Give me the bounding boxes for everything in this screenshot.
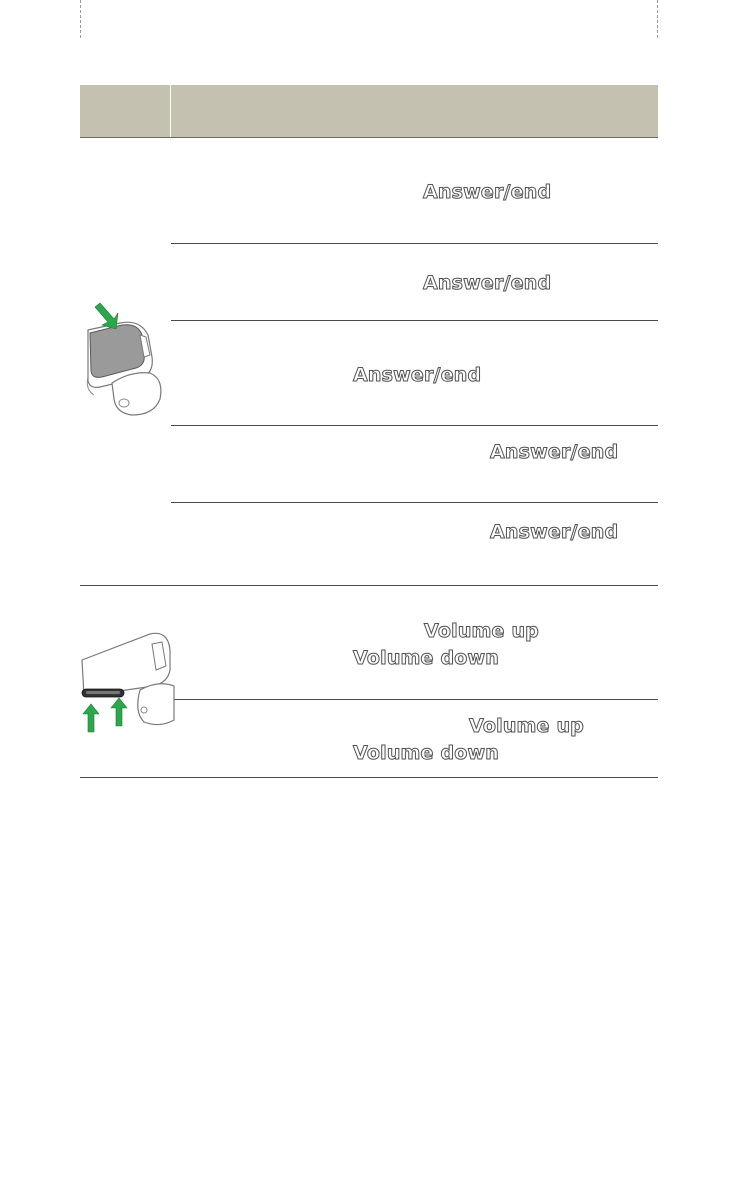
answer-end-label: Answer/end	[423, 272, 552, 294]
volume-up-label: Volume up	[469, 715, 584, 737]
crop-mark-right	[657, 0, 659, 38]
header-divider	[170, 85, 171, 137]
section-divider	[171, 502, 658, 503]
answer-end-label: Answer/end	[490, 441, 619, 463]
section-divider	[171, 320, 658, 321]
section-divider	[171, 699, 658, 700]
headset-volume-buttons-icon	[80, 630, 175, 735]
table-header	[80, 85, 658, 138]
section-divider	[80, 777, 658, 778]
answer-end-label: Answer/end	[353, 364, 482, 386]
section-divider	[171, 425, 658, 426]
volume-down-label: Volume down	[353, 742, 499, 764]
section-divider	[80, 585, 658, 586]
headset-answer-button-icon	[80, 295, 175, 420]
answer-end-label: Answer/end	[423, 181, 552, 203]
volume-up-label: Volume up	[424, 620, 539, 642]
section-divider	[171, 243, 658, 244]
answer-end-label: Answer/end	[490, 521, 619, 543]
crop-mark-left	[80, 0, 82, 38]
volume-down-label: Volume down	[353, 647, 499, 669]
